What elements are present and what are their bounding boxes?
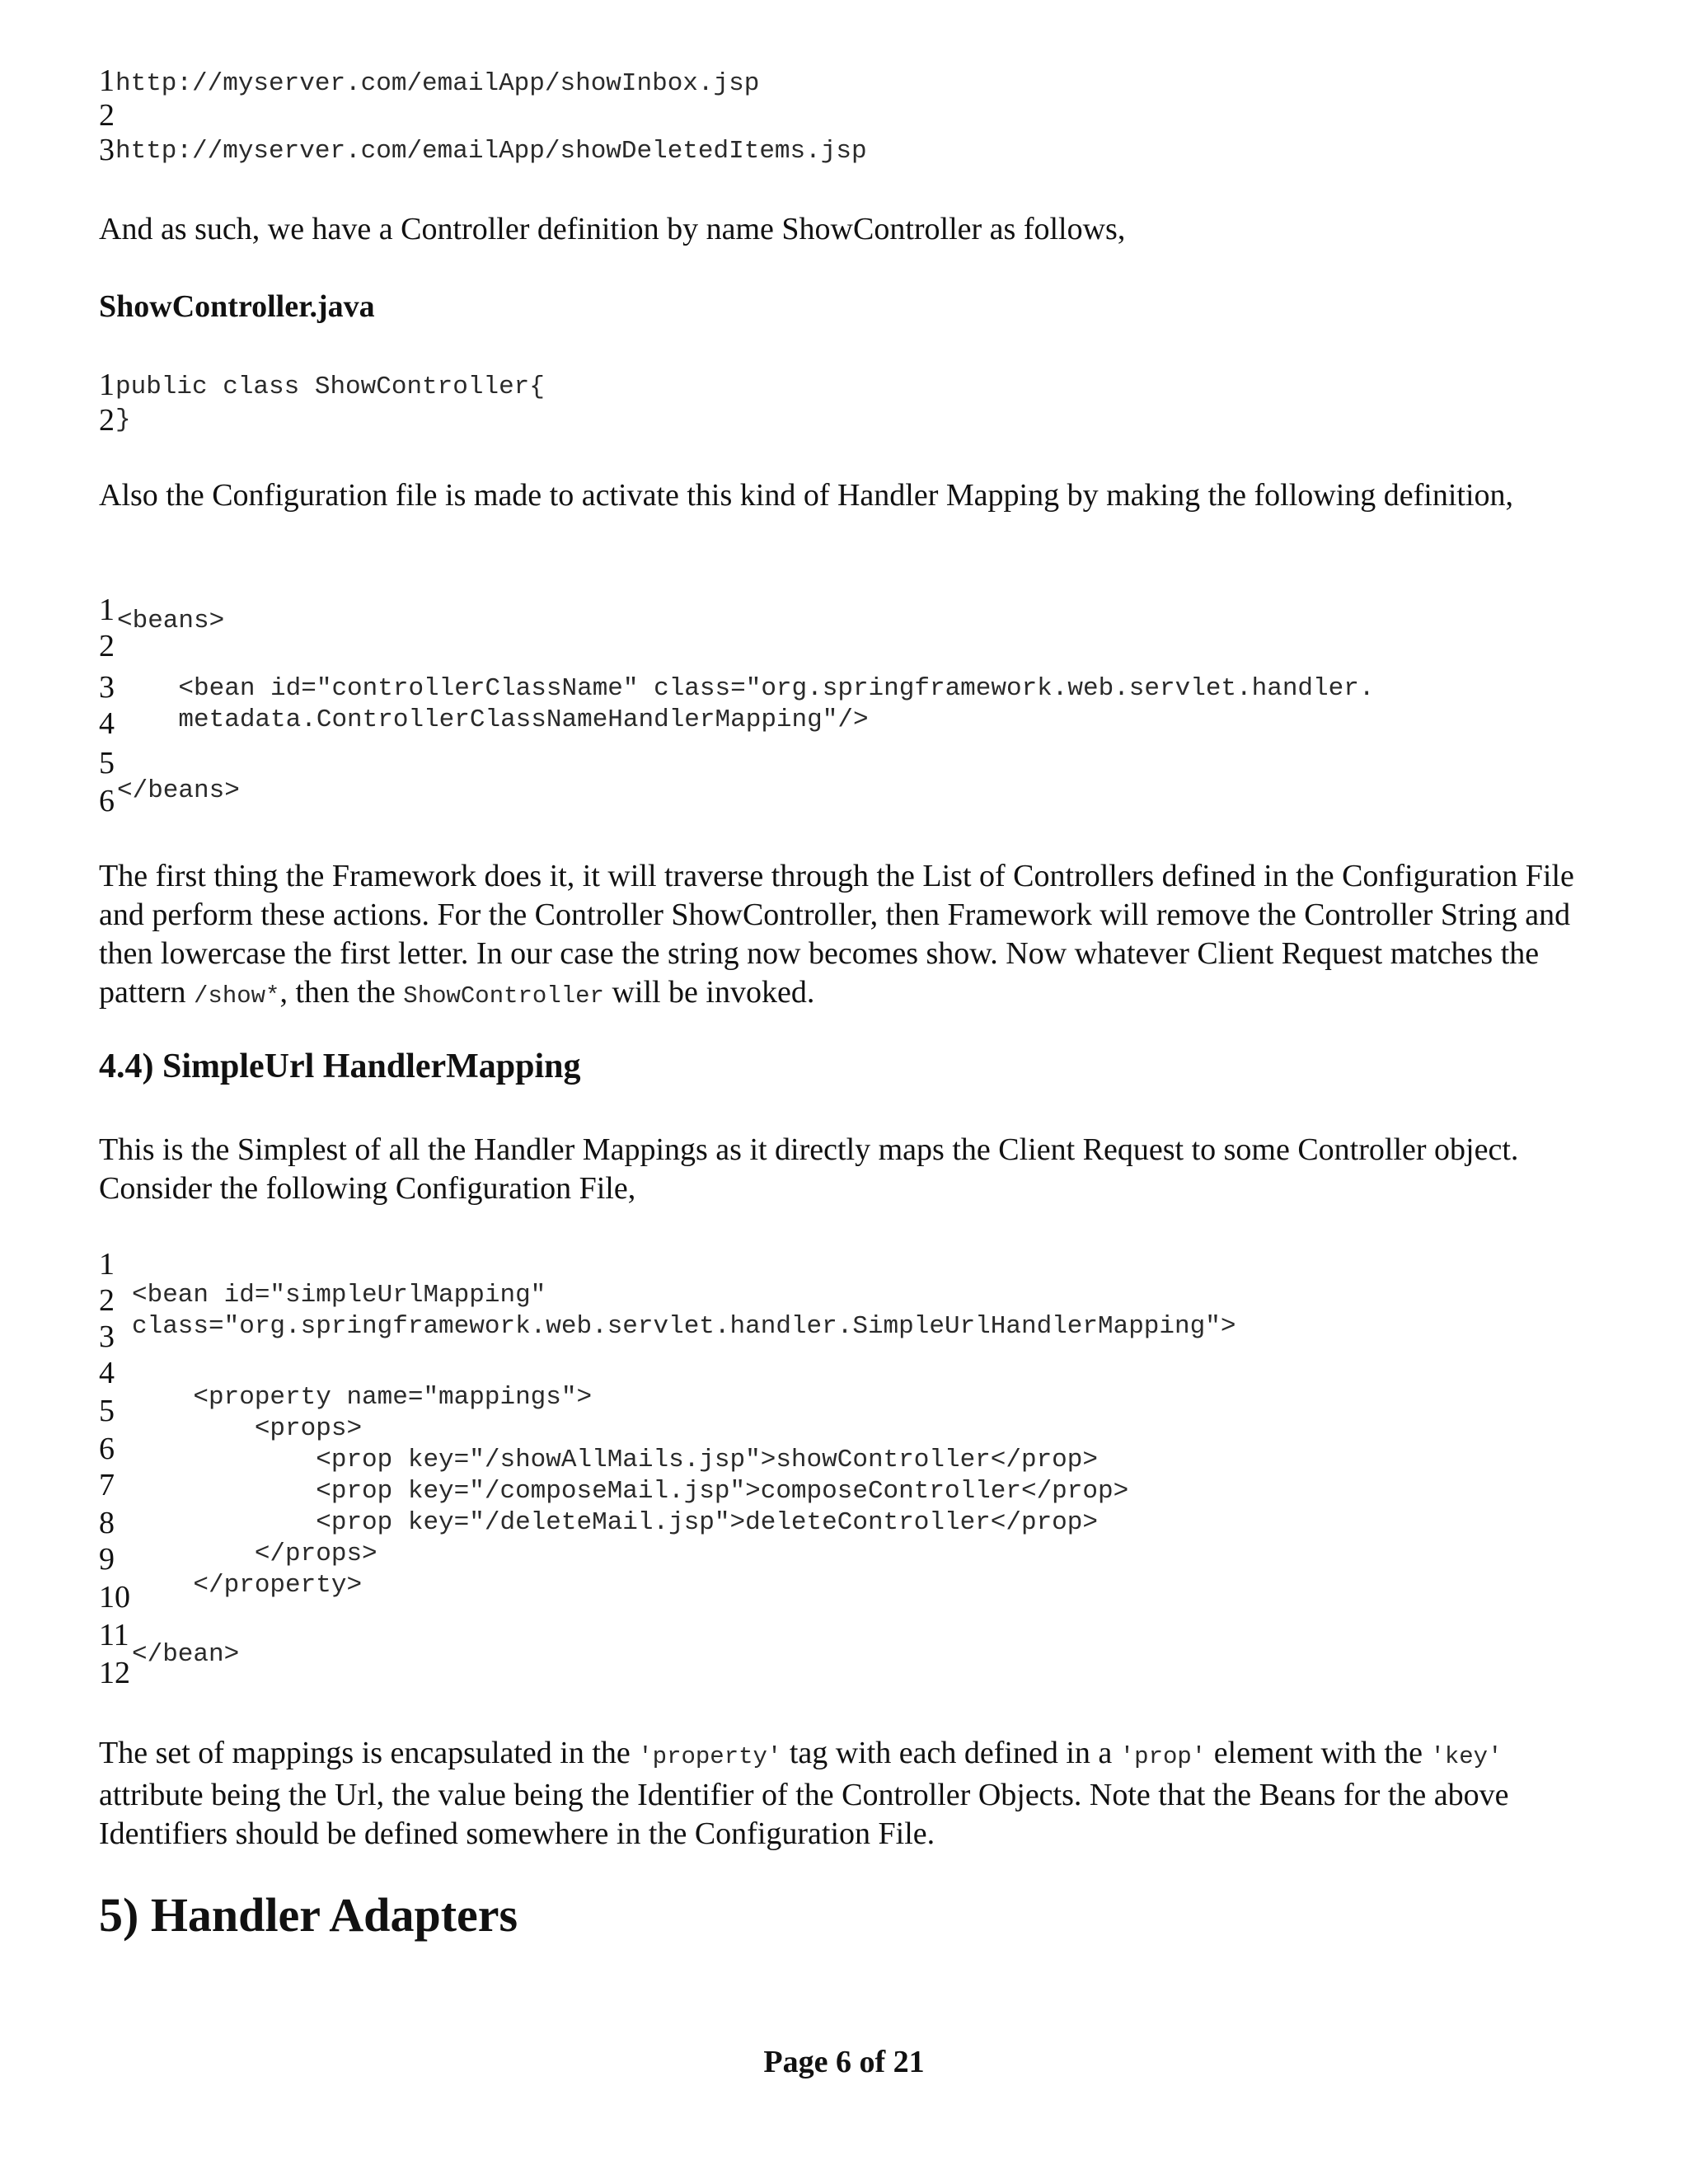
line-number: 3 [99, 1319, 115, 1354]
code-line: </props> [132, 1540, 377, 1568]
paragraph-text: , then the [279, 975, 404, 1010]
paragraph-controller-intro: And as such, we have a Controller definition by name ShowController as follows, [99, 212, 1126, 246]
inline-code: 'property' [638, 1743, 782, 1770]
line-number: 2 [99, 98, 115, 133]
code-line: <beans> [117, 607, 225, 635]
code-line: </bean> [132, 1640, 240, 1669]
code-line: <prop key="/showAllMails.jsp">showController</prop> [132, 1446, 1098, 1474]
line-number: 4 [99, 706, 115, 741]
code-line: http://myserver.com/emailApp/showInbox.jsp [115, 69, 760, 98]
code-line: <prop key="/deleteMail.jsp">deleteController</prop> [132, 1508, 1098, 1537]
inline-code: ShowController [403, 982, 604, 1010]
paragraph-text: will be invoked. [603, 975, 815, 1010]
code-line: <props> [132, 1414, 363, 1443]
inline-code: 'key' [1430, 1743, 1503, 1770]
line-number: 9 [99, 1542, 115, 1577]
code-line: class="org.springframework.web.servlet.handler.SimpleUrlHandlerMapping"> [132, 1312, 1236, 1341]
code-line: } [115, 405, 131, 434]
code-line: <property name="mappings"> [132, 1383, 593, 1412]
line-number: 3 [99, 133, 115, 167]
line-number: 1 [99, 368, 115, 402]
line-number: 5 [99, 1394, 115, 1428]
code-line: metadata.ControllerClassNameHandlerMapping"/> [117, 705, 869, 734]
line-number: 3 [99, 670, 115, 705]
section-heading-handler-adapters: 5) Handler Adapters [99, 1888, 518, 1942]
line-number: 12 [99, 1656, 130, 1690]
paragraph-configuration: Also the Configuration file is made to activate this kind of Handler Mapping by making the following definition, [99, 478, 1514, 513]
code-line: public class ShowController{ [115, 373, 545, 401]
paragraph-simpleurl-intro: This is the Simplest of all the Handler Mappings as it directly maps the Client Request to some Controller object. Consider the following Configuration File, [99, 1132, 1519, 1206]
paragraph-framework-traverse [99, 857, 1599, 1015]
line-number: 10 [99, 1580, 130, 1615]
line-number: 1 [99, 593, 115, 627]
page-footer: Page 6 of 21 [763, 2045, 925, 2079]
paragraph-text: The set of mappings is encapsulated in the [99, 1736, 639, 1770]
code-line: <bean id="controllerClassName" class="org.springframework.web.servlet.handler. [117, 674, 1375, 703]
line-number: 2 [99, 403, 115, 438]
line-number: 7 [99, 1468, 115, 1502]
line-number: 4 [99, 1356, 115, 1390]
code-line: <bean id="simpleUrlMapping" [132, 1281, 546, 1310]
paragraph-text: element with the [1206, 1736, 1431, 1770]
line-number: 1 [99, 1247, 115, 1282]
line-number: 2 [99, 629, 115, 663]
paragraph-mappings-explanation [99, 1734, 1599, 1854]
line-number: 2 [99, 1283, 115, 1318]
code-line: </beans> [117, 776, 240, 805]
paragraph-text: attribute being the Url, the value being the Identifier of the Controller Objects. Note that the Beans for the above Identifiers should be defined somewhere in the Configuration File. [99, 1778, 1509, 1851]
code-line: <prop key="/composeMail.jsp">composeController</prop> [132, 1477, 1129, 1506]
inline-code: 'prop' [1119, 1743, 1207, 1770]
paragraph-text: The first thing the Framework does it, it will traverse through the List of Controllers defined in the Configuration File and perform these actions. For the Controller ShowController, then Framework will remove the Controller String and then lowercase the first letter. In our case the string now becomes show. Now whatever Client Request matches the pattern [99, 859, 1574, 1010]
inline-code: /show* [194, 982, 280, 1010]
code-line: </property> [132, 1571, 363, 1600]
line-number: 11 [99, 1618, 129, 1652]
line-number: 8 [99, 1506, 115, 1540]
file-heading: ShowController.java [99, 289, 375, 324]
line-number: 6 [99, 784, 115, 818]
section-heading-simpleurl: 4.4) SimpleUrl HandlerMapping [99, 1047, 581, 1085]
paragraph-text: tag with each defined in a [781, 1736, 1120, 1770]
line-number: 5 [99, 746, 115, 780]
line-number: 1 [99, 63, 115, 98]
line-number: 6 [99, 1432, 115, 1466]
code-line: http://myserver.com/emailApp/showDeletedItems.jsp [115, 137, 867, 166]
